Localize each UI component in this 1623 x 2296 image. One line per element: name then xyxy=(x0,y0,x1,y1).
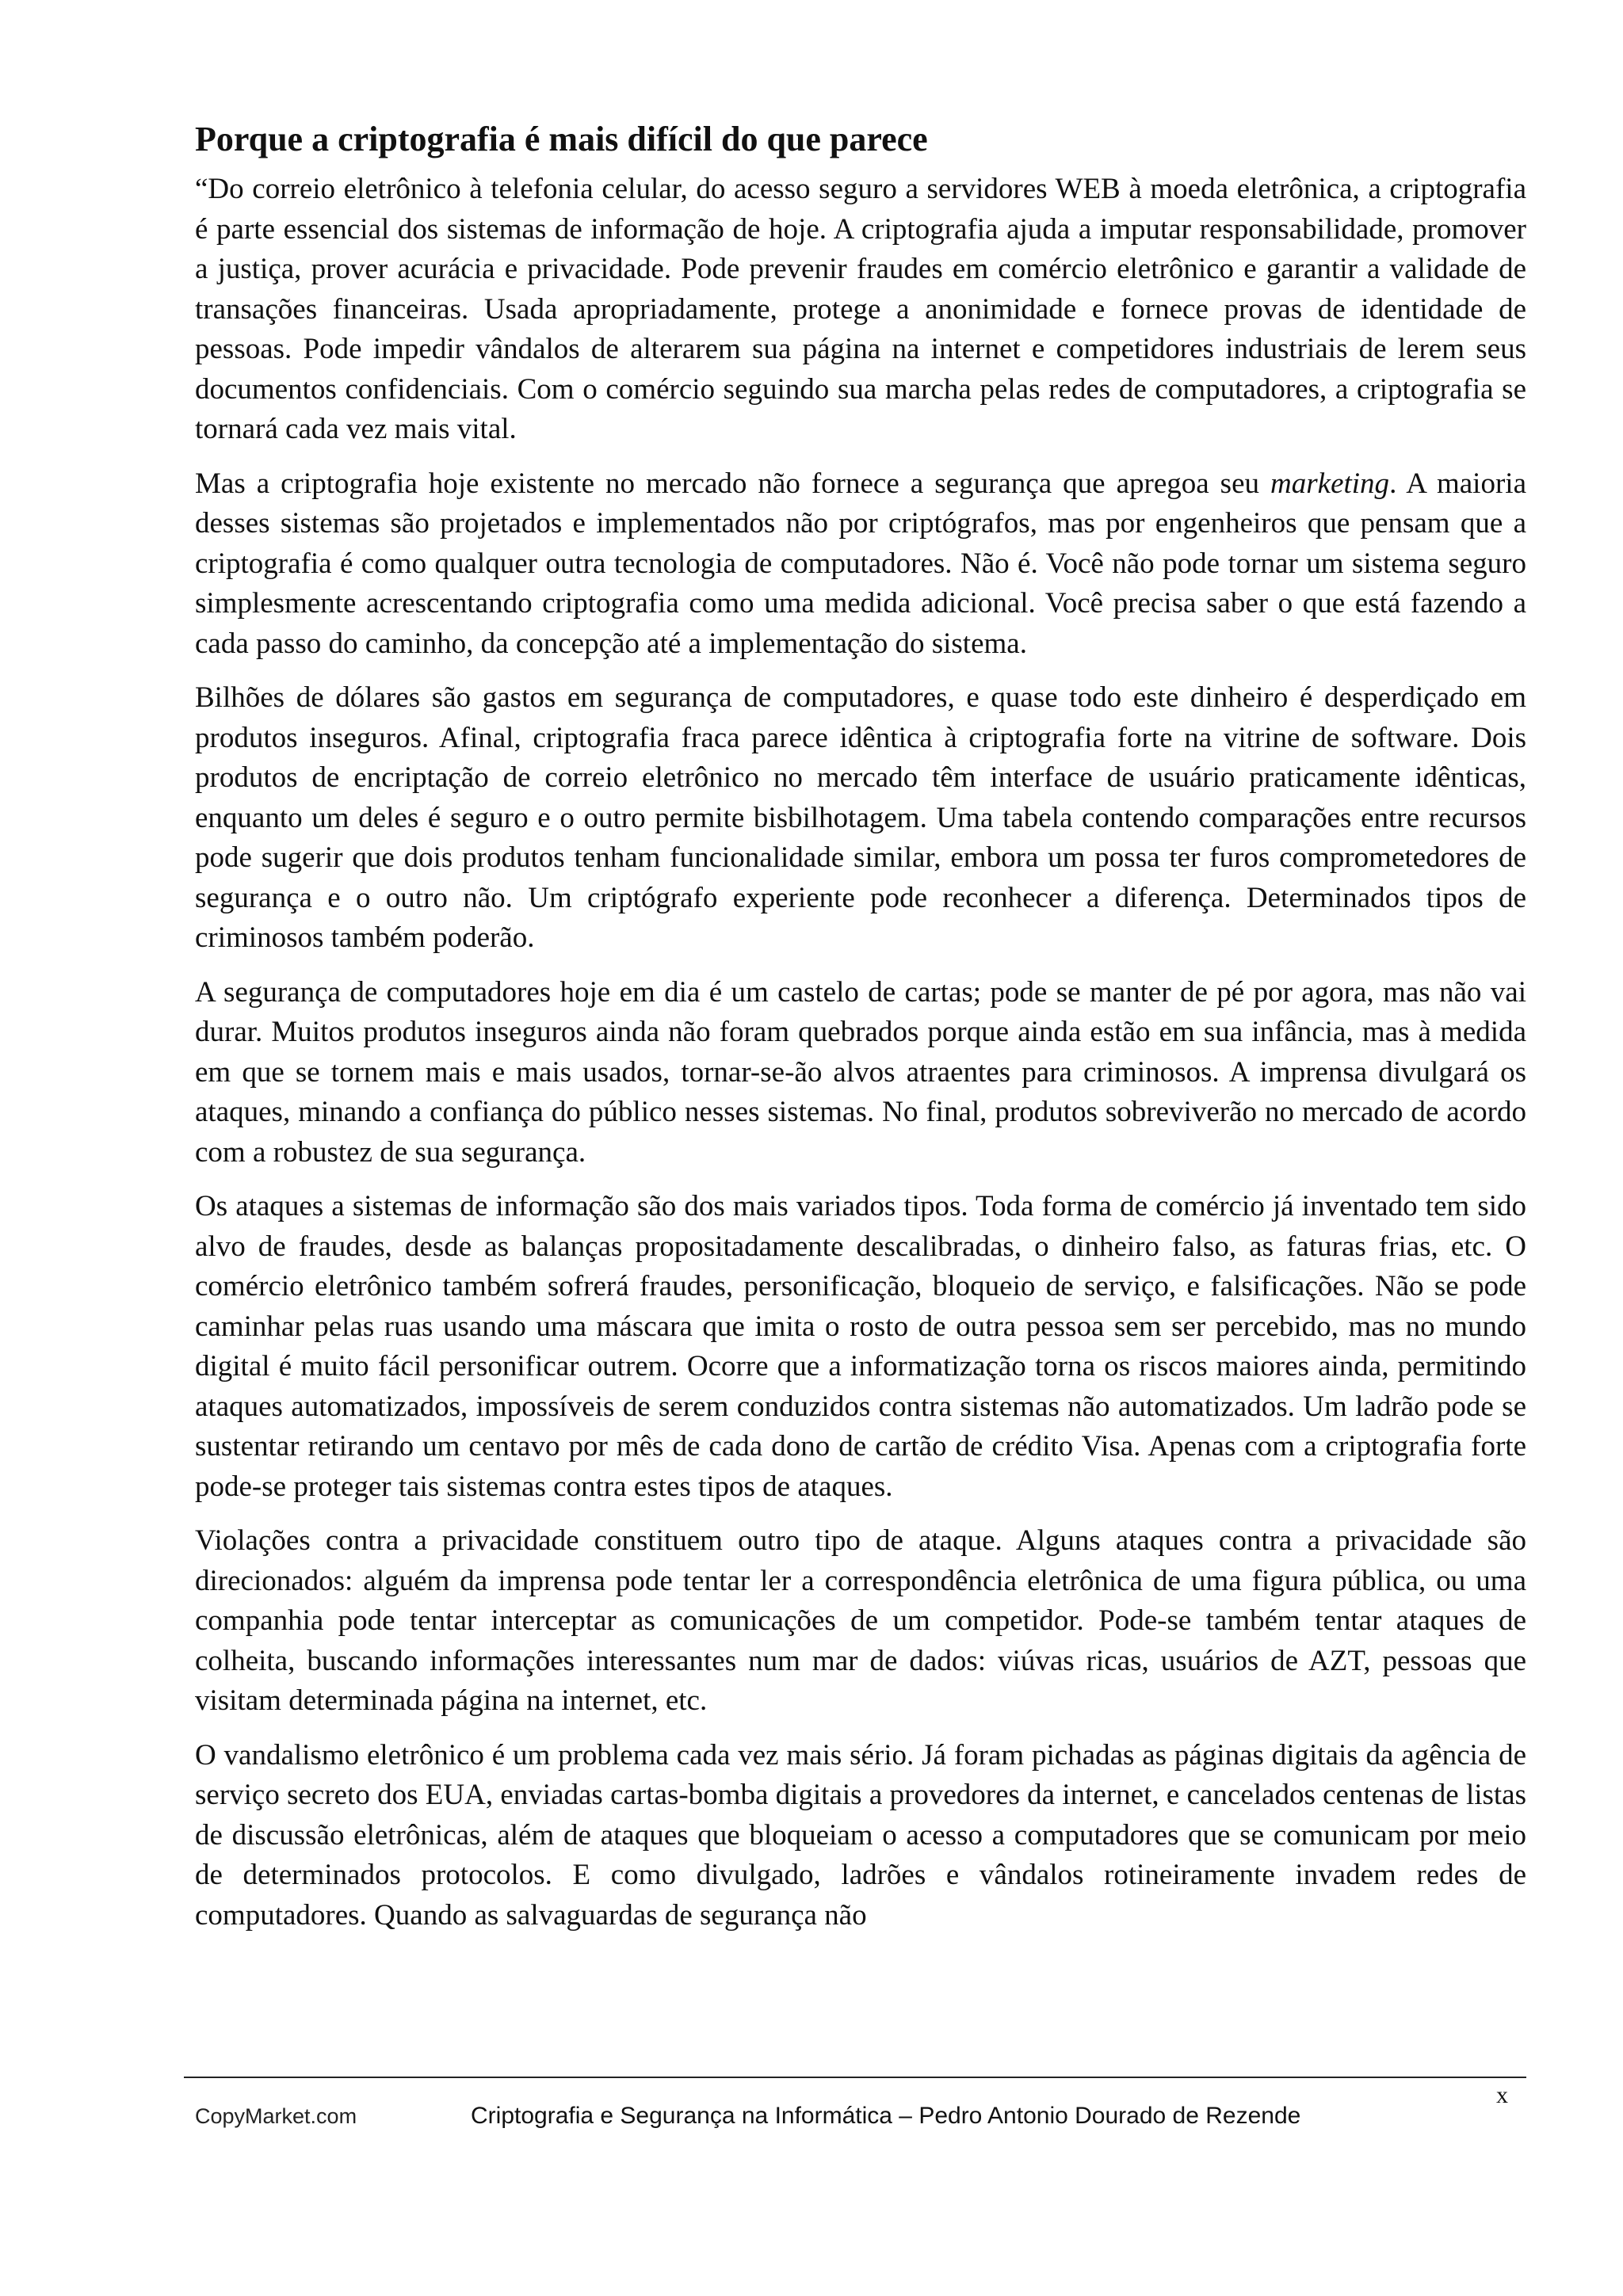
page-title: Porque a criptografia é mais difícil do que parece xyxy=(195,120,928,158)
paragraph-2 xyxy=(195,464,1526,665)
paragraph-2-text-end: . A maioria desses sistemas são projetados e implementados não por criptógrafos, mas por engenheiros que pensam que a criptografia é como qualquer outra tecnologia de computadores. Não é. Você não pode tornar um sistema seguro simplesmente acrescentando criptografia como uma medida adicional. Você precisa saber o que está fazendo a cada passo do caminho, da concepção até a implementação do sistema. xyxy=(195,467,1526,660)
paragraph-4: A segurança de computadores hoje em dia é um castelo de cartas; pode se manter de pé por agora, mas não vai durar. Muitos produtos inseguros ainda não foram quebrados porque ainda estão em sua infância, mas à medida em que se tornem mais e mais usados, tornar-se-ão alvos atraentes para criminosos. A imprensa divulgará os ataques, minando a confiança do público nesses sistemas. No final, produtos sobreviverão no mercado de acordo com a robustez de sua segurança. xyxy=(195,975,1526,1169)
paragraph-1: “Do correio eletrônico à telefonia celular, do acesso seguro a servidores WEB à moeda eletrônica, a criptografia é parte essencial dos sistemas de informação de hoje. A criptografia ajuda a imputar responsabilidade, promover a justiça, prover acurácia e privacidade. Pode prevenir fraudes em comércio eletrônico e garantir a validade de transações financeiras. Usada apropriadamente, protege a anonimidade e fornece provas de identidade de pessoas. Pode impedir vândalos de alterarem sua página na internet e competidores industriais de lerem seus documentos confidenciais. Com o comércio seguindo sua marcha pelas redes de computadores, a criptografia se tornará cada vez mais vital. xyxy=(195,173,1526,445)
paragraph-7: O vandalismo eletrônico é um problema cada vez mais sério. Já foram pichadas as páginas digitais da agência de serviço secreto dos EUA, enviadas cartas-bomba digitais a provedores da internet, e cancelados centenas de listas de discussão eletrônicas, além de ataques que bloqueiam o acesso a computadores que se comunicam por meio de determinados protocolos. E como divulgado, ladrões e vândalos rotineiramente invadem redes de computadores. Quando as salvaguardas de segurança não xyxy=(195,1738,1526,1932)
page-number: x xyxy=(1496,2082,1508,2108)
footer-book-title: Criptografia e Segurança na Informática – Pedro Antonio Dourado de Rezende xyxy=(471,2103,1301,2129)
paragraph-6: Violações contra a privacidade constituem outro tipo de ataque. Alguns ataques contra a privacidade são direcionados: alguém da imprensa pode tentar ler a correspondência eletrônica de uma figura pública, ou uma companhia pode tentar interceptar as comunicações de um competidor. Pode-se também tentar ataques de colheita, buscando informações interessantes num mar de dados: viúvas ricas, usuários de AZT, pessoas que visitam determinada página na internet, etc. xyxy=(195,1524,1526,1717)
footer-divider xyxy=(184,2077,1526,2078)
marketing-emphasis: marketing xyxy=(1270,467,1390,500)
footer-publisher: CopyMarket.com xyxy=(195,2104,357,2128)
paragraph-2-text-start: Mas a criptografia hoje existente no mercado não fornece a segurança que apregoa seu xyxy=(195,467,1271,500)
document-body xyxy=(195,119,1526,1950)
paragraph-3: Bilhões de dólares são gastos em segurança de computadores, e quase todo este dinheiro é desperdiçado em produtos inseguros. Afinal, criptografia fraca parece idêntica à criptografia forte na vitrine de software. Dois produtos de encriptação de correio eletrônico no mercado têm interface de usuário praticamente idênticas, enquanto um deles é seguro e o outro permite bisbilhotagem. Uma tabela contendo comparações entre recursos pode sugerir que dois produtos tenham funcionalidade similar, embora um possa ter furos comprometedores de segurança e o outro não. Um criptógrafo experiente pode reconhecer a diferença. Determinados tipos de criminosos também poderão. xyxy=(195,681,1526,954)
paragraph-5: Os ataques a sistemas de informação são dos mais variados tipos. Toda forma de comércio já inventado tem sido alvo de fraudes, desde as balanças propositadamente descalibradas, o dinheiro falso, as faturas frias, etc. O comércio eletrônico também sofrerá fraudes, personificação, bloqueio de serviço, e falsificações. Não se pode caminhar pelas ruas usando uma máscara que imita o rosto de outra pessoa sem ser percebido, mas no mundo digital é muito fácil personificar outrem. Ocorre que a informatização torna os riscos maiores ainda, permitindo ataques automatizados, impossíveis de serem conduzidos contra sistemas não automatizados. Um ladrão pode se sustentar retirando um centavo por mês de cada dono de cartão de crédito Visa. Apenas com a criptografia forte pode-se proteger tais sistemas contra estes tipos de ataques. xyxy=(195,1190,1526,1503)
